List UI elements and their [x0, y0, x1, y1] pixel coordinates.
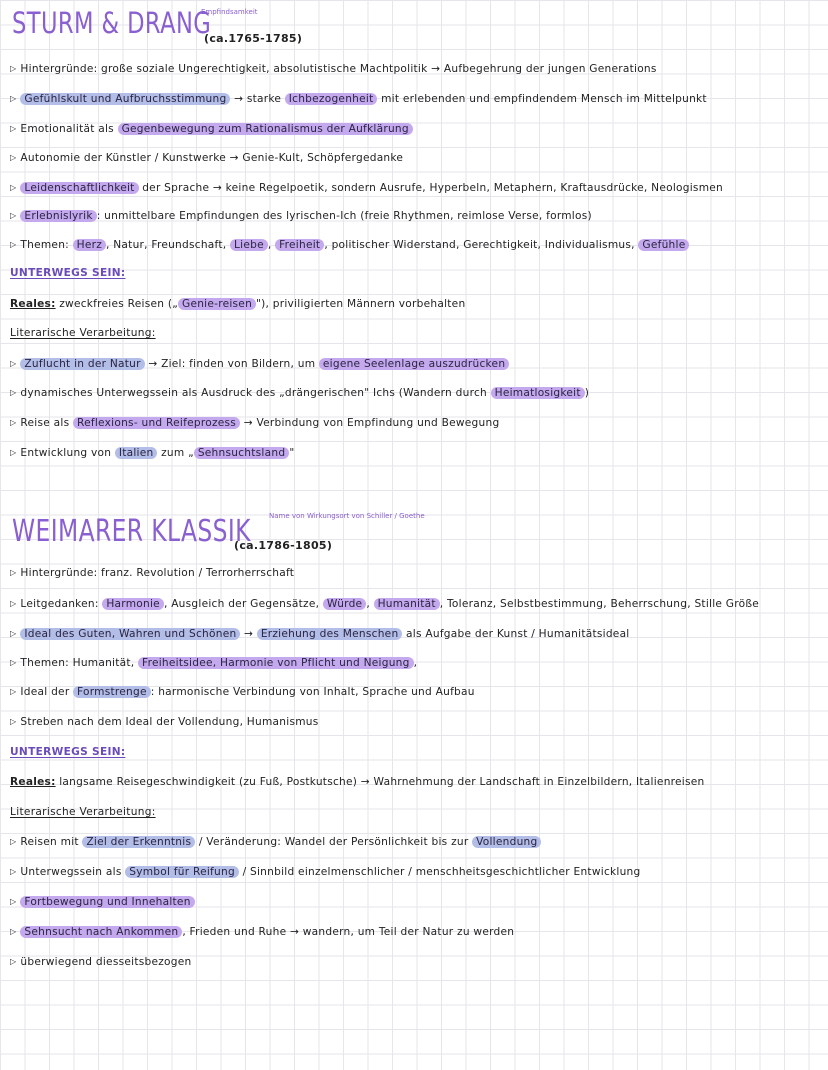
- triangle-bullet-icon: ▷: [10, 837, 17, 846]
- text-run: Reisen mit: [20, 836, 83, 848]
- title-note-sturm: Empfindsamkeit: [201, 8, 258, 16]
- highlight-purple: Harmonie: [102, 598, 164, 610]
- bullet-line: [10, 386, 828, 400]
- text-run: Reise als: [20, 417, 73, 429]
- text-run: mit erlebenden und empfindendem Mensch im Mittelpunkt: [377, 93, 707, 105]
- bullet-line: [10, 627, 828, 641]
- highlight-purple: Sehnsucht nach Ankommen: [20, 926, 182, 938]
- bullet-line: [10, 238, 828, 252]
- text-run: zum „: [157, 447, 194, 459]
- text-run: → starke: [230, 93, 285, 105]
- text-run: Streben nach dem Ideal der Vollendung, Humanismus: [20, 716, 319, 728]
- bullet-line: [10, 181, 828, 195]
- highlight-blue: Italien: [115, 447, 158, 459]
- bullet-line: [10, 715, 828, 729]
- triangle-bullet-icon: ▷: [10, 599, 17, 608]
- text-run: , politischer Widerstand, Gerechtigkeit, Individualismus,: [324, 239, 639, 251]
- triangle-bullet-icon: ▷: [10, 359, 17, 368]
- highlight-purple: Genie-reisen: [178, 298, 256, 310]
- highlight-purple: Freiheit: [275, 239, 324, 251]
- text-run: Unterwegssein als: [20, 866, 126, 878]
- text-run: ,: [366, 598, 374, 610]
- highlight-blue: Ziel der Erkenntnis: [82, 836, 195, 848]
- title-date-weimar: (ca.1786-1805): [234, 539, 333, 552]
- highlight-purple: Liebe: [230, 239, 268, 251]
- highlight-purple: Würde: [323, 598, 366, 610]
- bullet-line: [10, 566, 828, 580]
- text-run: →: [240, 628, 257, 640]
- text-run: : harmonische Verbindung von Inhalt, Sprache und Aufbau: [150, 686, 475, 698]
- weimar-reales-label: Reales:: [10, 776, 56, 788]
- text-run: ,: [267, 239, 276, 251]
- text-run: "), priviligierten Männern vorbehalten: [256, 298, 466, 310]
- bullet-line: [10, 209, 828, 223]
- text-run: ,: [413, 657, 418, 669]
- weimar-lit-heading: Literarische Verarbeitung:: [10, 806, 156, 818]
- triangle-bullet-icon: ▷: [10, 448, 17, 457]
- bullet-line: [10, 955, 828, 969]
- sturm-lit-heading: Literarische Verarbeitung:: [10, 327, 156, 339]
- text-run: Themen: Humanität,: [20, 657, 139, 669]
- triangle-bullet-icon: ▷: [10, 183, 17, 192]
- text-run: , Toleranz, Selbstbestimmung, Beherrschung, Stille Größe: [439, 598, 760, 610]
- highlight-purple: Leidenschaftlichkeit: [20, 182, 138, 194]
- text-run: Leitgedanken:: [20, 598, 103, 610]
- text-run: dynamisches Unterwegssein als Ausdruck des „drängerischen" Ichs (Wandern durch: [20, 387, 491, 399]
- title-note-weimar: Name von Wirkungsort von Schiller / Goethe: [269, 512, 425, 520]
- text-run: Hintergründe: franz. Revolution / Terrorherrschaft: [20, 567, 295, 579]
- highlight-purple: Sehnsuchtsland: [194, 447, 290, 459]
- text-run: / Sinnbild einzelmenschlicher / menschheitsgeschichtlicher Entwicklung: [238, 866, 641, 878]
- highlight-purple: Ichbezogenheit: [285, 93, 378, 105]
- highlight-purple: Fortbewegung und Innehalten: [20, 896, 194, 908]
- text-run: der Sprache → keine Regelpoetik, sondern Ausrufe, Hyperbeln, Metaphern, Kraftausdrücke, Neologismen: [138, 182, 724, 194]
- text-run: → Ziel: finden von Bildern, um: [144, 358, 319, 370]
- highlight-blue: Symbol für Reifung: [125, 866, 239, 878]
- highlight-purple: Gefühle: [638, 239, 689, 251]
- highlight-purple: Gegenbewegung zum Rationalismus der Aufklärung: [118, 123, 413, 135]
- text-run: ": [289, 447, 295, 459]
- highlight-blue: Zuflucht in der Natur: [20, 358, 144, 370]
- bullet-line: [10, 685, 828, 699]
- triangle-bullet-icon: ▷: [10, 687, 17, 696]
- highlight-blue: Erziehung des Menschen: [257, 628, 403, 640]
- text-run: / Veränderung: Wandel der Persönlichkeit bis zur: [195, 836, 473, 848]
- text-run: Entwicklung von: [20, 447, 115, 459]
- text-run: Autonomie der Künstler / Kunstwerke → Genie-Kult, Schöpfergedanke: [20, 152, 404, 164]
- weimar-reales-line: [10, 775, 828, 789]
- text-run: überwiegend diesseitsbezogen: [20, 956, 192, 968]
- section-title-sturm: STURM & DRANG: [12, 6, 212, 40]
- triangle-bullet-icon: ▷: [10, 717, 17, 726]
- text-run: , Ausgleich der Gegensätze,: [163, 598, 323, 610]
- bullet-line: [10, 656, 828, 670]
- bullet-line: [10, 835, 828, 849]
- triangle-bullet-icon: ▷: [10, 94, 17, 103]
- highlight-blue: Ideal des Guten, Wahren und Schönen: [20, 628, 240, 640]
- bullet-line: [10, 446, 828, 460]
- bullet-line: [10, 151, 828, 165]
- section-title-weimar: WEIMARER KLASSIK: [12, 514, 251, 549]
- text-run: Emotionalität als: [20, 123, 118, 135]
- triangle-bullet-icon: ▷: [10, 897, 17, 906]
- highlight-purple: Freiheitsidee, Harmonie von Pflicht und Neigung: [138, 657, 414, 669]
- highlight-blue: Formstrenge: [73, 686, 151, 698]
- triangle-bullet-icon: ▷: [10, 867, 17, 876]
- text-run: ): [584, 387, 590, 399]
- triangle-bullet-icon: ▷: [10, 153, 17, 162]
- text-run: zweckfreies Reisen („: [55, 298, 178, 310]
- text-run: als Aufgabe der Kunst / Humanitätsideal: [402, 628, 630, 640]
- highlight-blue: Vollendung: [472, 836, 541, 848]
- highlight-purple: Reflexions- und Reifeprozess: [73, 417, 240, 429]
- weimar-unterwegs-heading: UNTERWEGS SEIN:: [10, 746, 126, 758]
- highlight-purple: Humanität: [374, 598, 440, 610]
- highlight-purple: Herz: [73, 239, 106, 251]
- text-run: , Frieden und Ruhe → wandern, um Teil der Natur zu werden: [182, 926, 515, 938]
- bullet-line: [10, 865, 828, 879]
- triangle-bullet-icon: ▷: [10, 388, 17, 397]
- text-run: Themen:: [20, 239, 73, 251]
- triangle-bullet-icon: ▷: [10, 957, 17, 966]
- highlight-purple: eigene Seelenlage auszudrücken: [319, 358, 509, 370]
- bullet-line: [10, 92, 828, 106]
- text-run: : unmittelbare Empfindungen des lyrischen-Ich (freie Rhythmen, reimlose Verse, formlos): [96, 210, 592, 222]
- sturm-unterwegs-heading: UNTERWEGS SEIN:: [10, 267, 126, 279]
- bullet-line: [10, 925, 828, 939]
- sturm-reales-label: Reales:: [10, 298, 56, 310]
- text-run: langsame Reisegeschwindigkeit (zu Fuß, Postkutsche) → Wahrnehmung der Landschaft in Einzelbildern, Italienreisen: [55, 776, 705, 788]
- bullet-line: [10, 62, 828, 76]
- highlight-purple: Erlebnislyrik: [20, 210, 96, 222]
- sturm-reales-line: [10, 297, 828, 311]
- triangle-bullet-icon: ▷: [10, 629, 17, 638]
- title-date-sturm: (ca.1765-1785): [204, 32, 303, 45]
- triangle-bullet-icon: ▷: [10, 211, 17, 220]
- highlight-blue: Gefühlskult und Aufbruchsstimmung: [20, 93, 230, 105]
- triangle-bullet-icon: ▷: [10, 64, 17, 73]
- triangle-bullet-icon: ▷: [10, 124, 17, 133]
- text-run: Hintergründe: große soziale Ungerechtigkeit, absolutistische Machtpolitik → Aufbegehrung der jungen Generations: [20, 63, 657, 75]
- bullet-line: [10, 357, 828, 371]
- triangle-bullet-icon: ▷: [10, 568, 17, 577]
- triangle-bullet-icon: ▷: [10, 418, 17, 427]
- text-run: , Natur, Freundschaft,: [106, 239, 230, 251]
- bullet-line: [10, 122, 828, 136]
- triangle-bullet-icon: ▷: [10, 927, 17, 936]
- bullet-line: [10, 597, 828, 611]
- bullet-line: [10, 416, 828, 430]
- highlight-purple: Heimatlosigkeit: [491, 387, 585, 399]
- triangle-bullet-icon: ▷: [10, 240, 17, 249]
- text-run: → Verbindung von Empfindung und Bewegung: [240, 417, 500, 429]
- text-run: Ideal der: [20, 686, 74, 698]
- bullet-line: [10, 895, 828, 909]
- triangle-bullet-icon: ▷: [10, 658, 17, 667]
